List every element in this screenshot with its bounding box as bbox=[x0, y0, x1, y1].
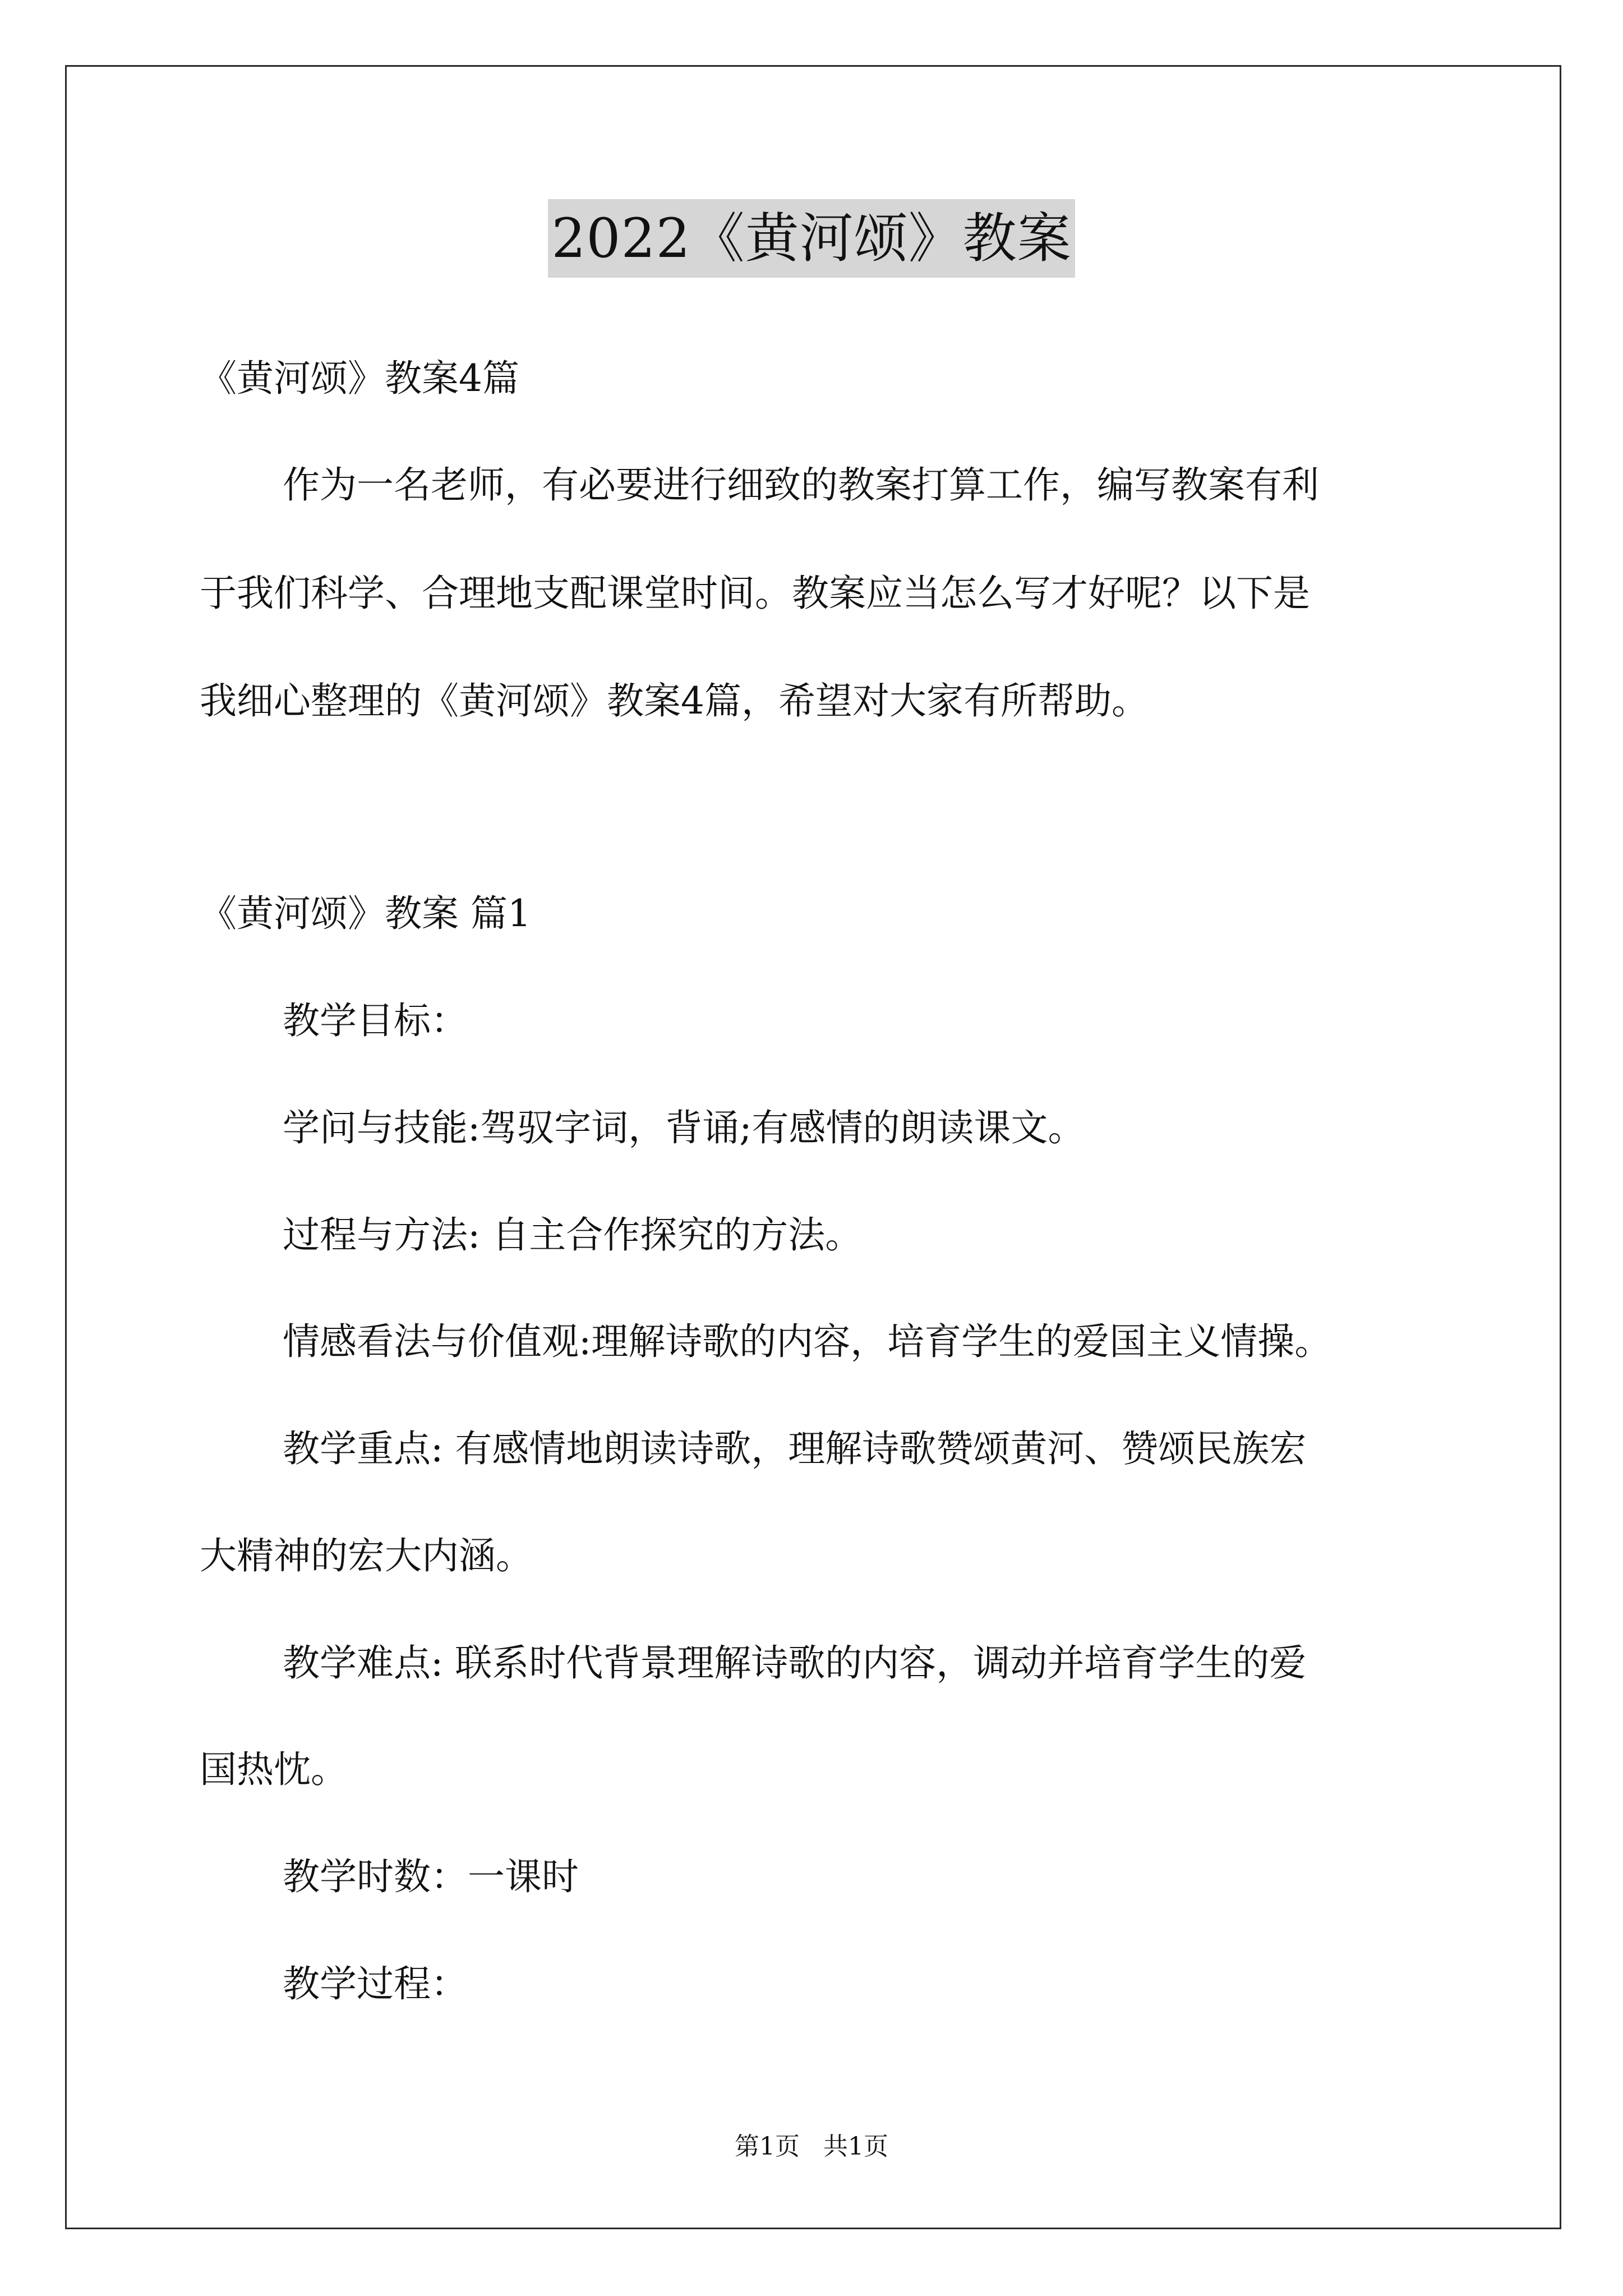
difficulty-line-2: 国热忱。 bbox=[200, 1748, 348, 1791]
page-footer bbox=[0, 2130, 1623, 2164]
section-heading: 《黄河颂》教案 篇1 bbox=[200, 892, 531, 935]
document-subtitle: 《黄河颂》教案4篇 bbox=[200, 357, 519, 400]
teaching-process-label: 教学过程： bbox=[283, 1962, 468, 2005]
intro-line-2: 于我们科学、合理地支配课堂时间。教案应当怎么写才好呢？以下是 bbox=[200, 572, 1310, 615]
intro-line-1: 作为一名老师，有必要进行细致的教案打算工作，编写教案有利 bbox=[283, 463, 1319, 507]
document-title: 2022《黄河颂》教案 bbox=[548, 199, 1075, 278]
difficulty-line-1: 教学难点: 联系时代背景理解诗歌的内容，调动并培育学生的爱 bbox=[283, 1641, 1307, 1685]
teaching-goals-label: 教学目标： bbox=[283, 999, 468, 1042]
key-point-line-1: 教学重点: 有感情地朗读诗歌，理解诗歌赞颂黄河、赞颂民族宏 bbox=[283, 1427, 1307, 1470]
key-point-line-2: 大精神的宏大内涵。 bbox=[200, 1534, 533, 1577]
goal-emotion: 情感看法与价值观:理解诗歌的内容，培育学生的爱国主义情操。 bbox=[283, 1320, 1332, 1363]
goal-process: 过程与方法: 自主合作探究的方法。 bbox=[283, 1213, 863, 1257]
title-container bbox=[0, 199, 1623, 278]
teaching-hours: 教学时数：一课时 bbox=[283, 1855, 579, 1898]
goal-knowledge: 学问与技能:驾驭字词，背诵;有感情的朗读课文。 bbox=[283, 1106, 1085, 1149]
page-current: 第1页 bbox=[735, 2132, 800, 2161]
intro-line-3: 我细心整理的《黄河颂》教案4篇，希望对大家有所帮助。 bbox=[200, 679, 1149, 723]
page-total: 共1页 bbox=[823, 2132, 888, 2161]
